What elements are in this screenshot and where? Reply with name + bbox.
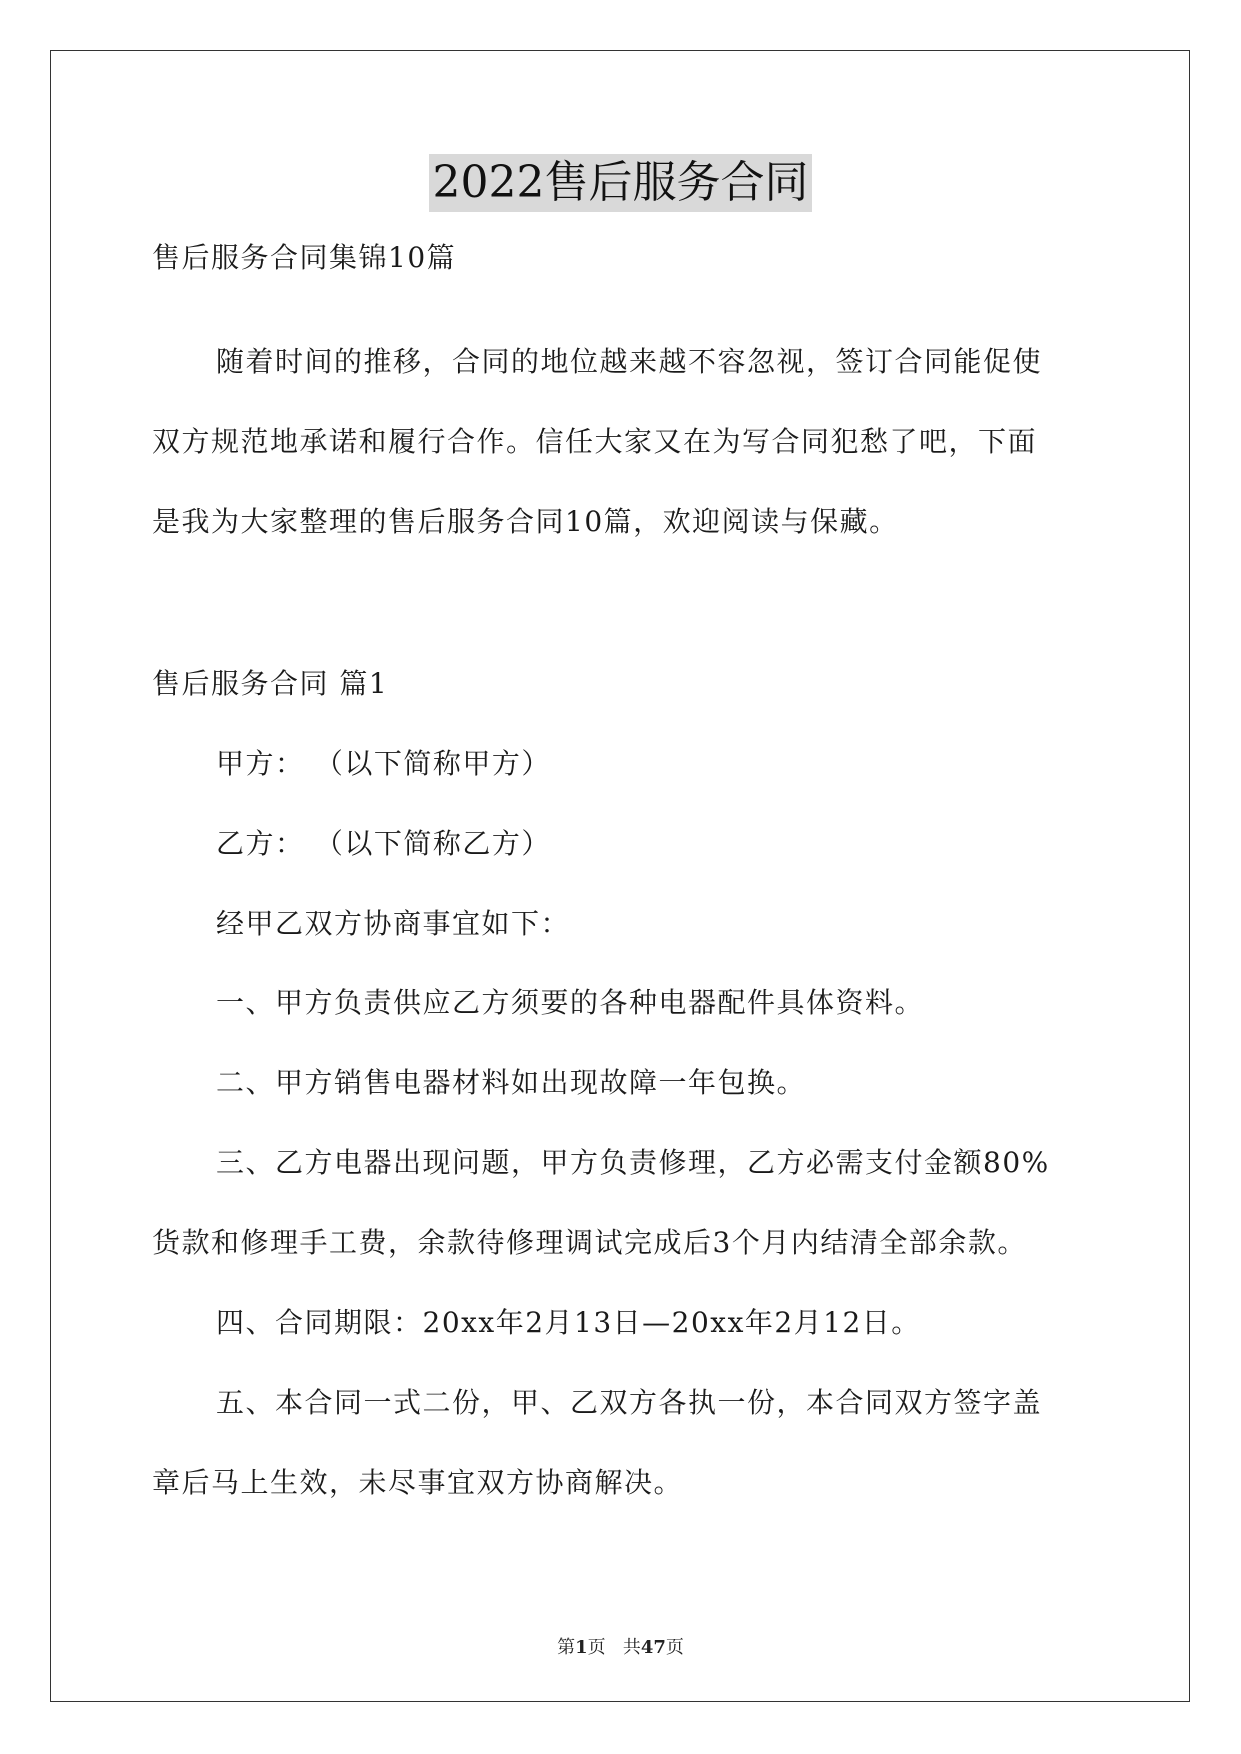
document-title: 2022售后服务合同	[429, 154, 813, 212]
intro-line-3: 是我为大家整理的售后服务合同10篇，欢迎阅读与保藏。	[152, 505, 899, 538]
clause-3-line-2: 货款和修理手工费，余款待修理调试完成后3个月内结清全部余款。	[152, 1226, 1027, 1259]
page-border	[50, 50, 1190, 1702]
document-subtitle: 售后服务合同集锦10篇	[152, 241, 457, 274]
footer-total-pages: 47	[640, 1637, 666, 1658]
footer-prefix: 第	[557, 1637, 576, 1658]
footer-total-suffix: 页	[665, 1637, 684, 1658]
section-heading: 售后服务合同 篇1	[152, 667, 389, 700]
footer-page-suffix: 页	[587, 1637, 606, 1658]
footer-page-number: 1	[575, 1637, 588, 1658]
agreement-intro: 经甲乙双方协商事宜如下：	[216, 907, 571, 940]
page-footer	[0, 1636, 1241, 1660]
clause-2: 二、甲方销售电器材料如出现故障一年包换。	[216, 1066, 807, 1099]
intro-line-1: 随着时间的推移，合同的地位越来越不容忽视，签订合同能促使	[216, 345, 1043, 378]
clause-4: 四、合同期限：20xx年2月13日—20xx年2月12日。	[216, 1306, 921, 1339]
clause-1: 一、甲方负责供应乙方须要的各种电器配件具体资料。	[216, 986, 925, 1019]
party-a-line: 甲方： （以下简称甲方）	[216, 747, 551, 780]
footer-total-prefix: 共	[622, 1637, 641, 1658]
title-container	[0, 154, 1241, 212]
intro-line-2: 双方规范地承诺和履行合作。信任大家又在为写合同犯愁了吧，下面	[152, 425, 1038, 458]
clause-5-line-2: 章后马上生效，未尽事宜双方协商解决。	[152, 1466, 684, 1499]
clause-3-line-1: 三、乙方电器出现问题，甲方负责修理，乙方必需支付金额80%	[216, 1146, 1050, 1179]
party-b-line: 乙方： （以下简称乙方）	[216, 827, 551, 860]
clause-5-line-1: 五、本合同一式二份，甲、乙双方各执一份，本合同双方签字盖	[216, 1386, 1043, 1419]
